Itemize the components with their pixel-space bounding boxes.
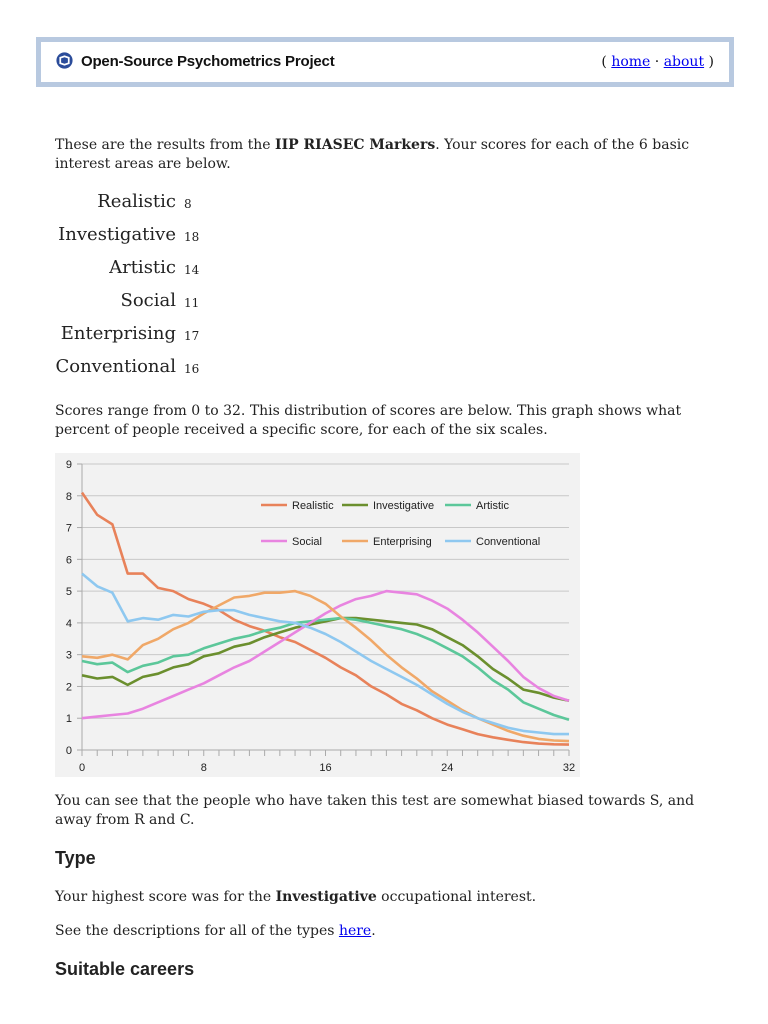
results-intro: [55, 136, 715, 174]
highest-type: Investigative: [275, 889, 377, 905]
score-value: 17: [184, 329, 200, 343]
highest-text-before: Your highest score was for the: [55, 889, 276, 905]
x-tick-label: 8: [200, 762, 207, 774]
desc-text-before: See the descriptions for all of the types: [55, 923, 339, 939]
score-value: 18: [184, 230, 200, 244]
score-label: Realistic: [97, 191, 176, 212]
score-row-investigative: [0, 224, 260, 254]
legend-label: Investigative: [373, 500, 435, 512]
score-label: Social: [120, 290, 176, 311]
legend-label: Social: [292, 536, 322, 548]
type-descriptions-link[interactable]: here: [338, 923, 372, 939]
intro-text-after: . Your scores for each of the 6 basic interest areas are below.: [55, 137, 690, 172]
legend-label: Enterprising: [373, 536, 432, 548]
type-heading: Type: [55, 848, 96, 868]
test-name: IIP RIASEC Markers: [275, 137, 436, 153]
highest-text-after: occupational interest.: [376, 889, 537, 905]
distribution-text: Scores range from 0 to 32. This distribution of scores are below. This graph shows what percent of people received a specific score, for each of the six scales.: [55, 403, 682, 438]
y-tick-label: 6: [65, 554, 72, 567]
y-tick-label: 2: [65, 681, 72, 694]
score-value: 8: [184, 197, 192, 211]
score-label: Investigative: [58, 224, 176, 245]
x-tick-label: 0: [78, 762, 86, 774]
score-row-enterprising: [0, 323, 260, 353]
x-tick-label: 32: [562, 762, 576, 774]
score-label: Conventional: [55, 356, 176, 377]
y-tick-label: 9: [65, 459, 72, 471]
score-row-artistic: [0, 257, 260, 287]
y-tick-label: 3: [65, 649, 72, 662]
y-tick-label: 5: [65, 586, 72, 599]
score-value: 11: [184, 296, 200, 310]
score-value: 16: [184, 362, 200, 376]
x-tick-label: 16: [319, 762, 332, 774]
nav-close-paren: ): [708, 54, 714, 70]
legend-label: Realistic: [292, 500, 334, 512]
x-tick-label: 24: [441, 762, 454, 774]
y-tick-label: 0: [65, 745, 72, 757]
y-tick-label: 1: [65, 713, 72, 726]
y-tick-label: 8: [65, 490, 72, 503]
score-label: Artistic: [109, 257, 176, 278]
about-link[interactable]: about: [663, 54, 705, 70]
nav-separator: ·: [654, 54, 660, 70]
y-tick-label: 4: [65, 617, 72, 630]
intro-text-before: These are the results from the: [55, 137, 276, 153]
score-label: Enterprising: [60, 323, 176, 344]
score-value: 14: [184, 263, 200, 277]
type-descriptions-text: [55, 922, 715, 941]
y-tick-label: 7: [65, 522, 72, 535]
desc-text-after: .: [371, 923, 376, 939]
header-nav: [601, 54, 714, 70]
score-row-conventional: [0, 356, 260, 386]
site-header: [36, 37, 734, 87]
project-logo-icon: [56, 52, 73, 69]
highest-score-text: [55, 888, 715, 907]
score-distribution-chart: [55, 453, 580, 777]
legend-label: Conventional: [476, 536, 541, 548]
suitable-careers-heading: Suitable careers: [55, 959, 195, 979]
legend-label: Artistic: [476, 500, 509, 512]
nav-open-paren: (: [601, 54, 607, 70]
score-row-realistic: [0, 191, 260, 221]
home-link[interactable]: home: [611, 54, 651, 70]
site-title[interactable]: Open-Source Psychometrics Project: [81, 53, 335, 70]
bias-text: You can see that the people who have taken this test are somewhat biased towards S, and away from R and C.: [55, 793, 695, 828]
score-row-social: [0, 290, 260, 320]
